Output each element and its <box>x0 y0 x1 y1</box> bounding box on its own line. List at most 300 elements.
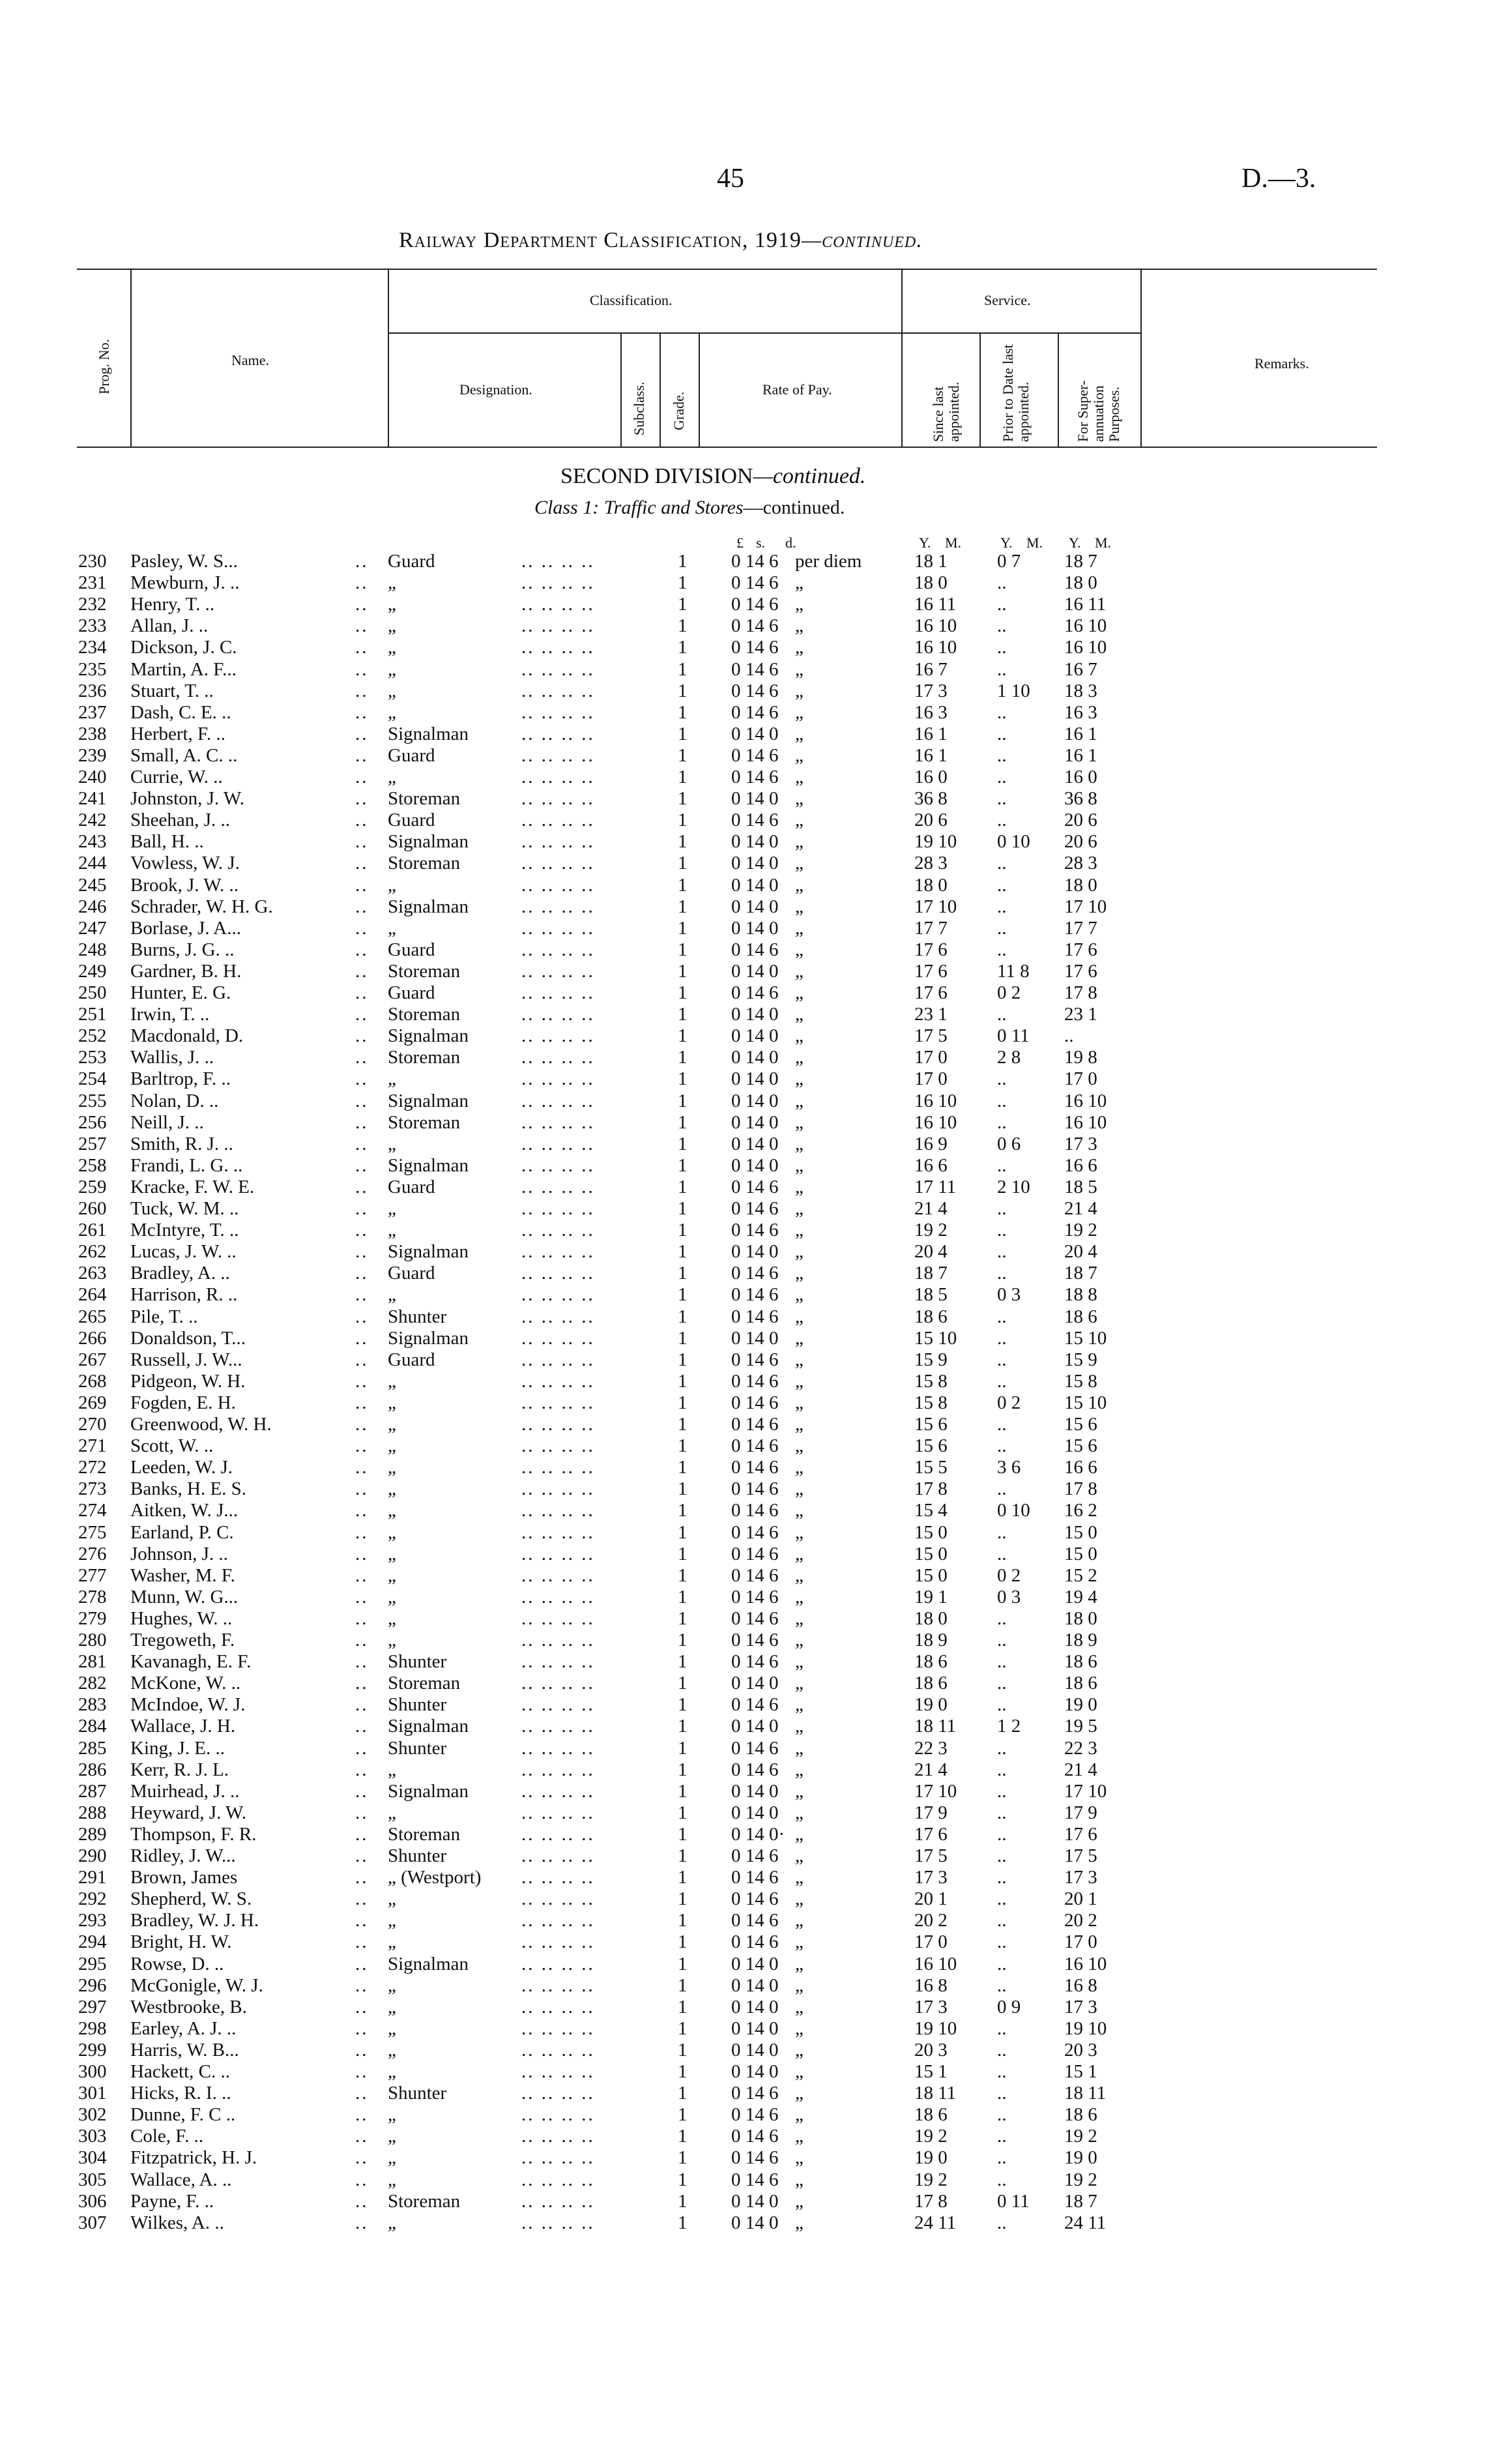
staff-name: Greenwood, W. H. <box>130 1414 272 1435</box>
staff-name: King, J. E. .. <box>130 1737 225 1759</box>
leader-dots: .. .. .. .. <box>521 723 595 744</box>
prior-to-date: .. <box>997 723 1007 744</box>
pay-unit: „ <box>795 1607 804 1629</box>
rate-of-pay: 0 14 6 <box>731 1543 779 1564</box>
superannuation-period: 16 1 <box>1064 723 1097 744</box>
rate-of-pay: 0 14 6 <box>731 1198 779 1219</box>
table-row <box>0 1068 1493 1090</box>
rate-of-pay: 0 14 6 <box>731 767 779 787</box>
superannuation-period: 15 6 <box>1064 1435 1097 1457</box>
leader-dots: .. <box>355 1154 369 1176</box>
prog-no: 249 <box>78 960 107 982</box>
pay-unit: „ <box>795 1047 804 1068</box>
leader-dots: .. <box>355 1867 369 1888</box>
superannuation-period: 19 5 <box>1064 1716 1097 1737</box>
pay-unit: „ <box>795 874 804 896</box>
prior-to-date: .. <box>997 701 1007 723</box>
designation: Guard <box>388 810 435 831</box>
subclass: 1 <box>678 1414 688 1435</box>
rate-of-pay: 0 14 0 <box>731 2039 779 2061</box>
staff-name: Pidgeon, W. H. <box>130 1370 246 1392</box>
leader-dots: .. <box>355 1090 369 1111</box>
leader-dots: .. .. .. .. <box>521 1111 595 1133</box>
prior-to-date: .. <box>997 2126 1007 2147</box>
rate-of-pay: 0 14 6 <box>731 1651 779 1673</box>
leader-dots: .. .. .. .. <box>521 1867 595 1888</box>
subclass: 1 <box>678 2169 688 2190</box>
staff-name: Tregoweth, F. <box>130 1630 235 1650</box>
since-last-appointed: 18 0 <box>914 1607 948 1629</box>
unit-super-y: Y. <box>1069 535 1081 551</box>
prog-no: 266 <box>78 1327 107 1349</box>
table-row <box>0 1824 1493 1845</box>
subclass: 1 <box>678 1435 688 1457</box>
designation: „ <box>388 1931 396 1953</box>
since-last-appointed: 18 7 <box>914 1263 948 1284</box>
leader-dots: .. <box>355 701 369 723</box>
pay-unit: „ <box>795 1521 804 1543</box>
header-top-rule <box>77 269 1377 270</box>
subclass: 1 <box>678 767 688 787</box>
pay-unit: „ <box>795 1370 804 1392</box>
rate-of-pay: 0 14 6 <box>731 1759 779 1780</box>
prior-to-date: 0 2 <box>997 1392 1021 1413</box>
pay-unit: „ <box>795 767 804 787</box>
subclass: 1 <box>678 2212 688 2233</box>
leader-dots: .. .. .. .. <box>521 1435 595 1457</box>
col-rule <box>1058 332 1059 447</box>
prog-no: 307 <box>78 2212 107 2233</box>
leader-dots: .. <box>355 896 369 917</box>
rate-of-pay: 0 14 0 <box>731 874 779 896</box>
leader-dots: .. .. .. .. <box>521 767 595 787</box>
prog-no: 242 <box>78 810 107 831</box>
designation: „ <box>388 1457 396 1478</box>
col-rule <box>979 332 981 447</box>
subclass: 1 <box>678 1133 688 1154</box>
subclass: 1 <box>678 723 688 744</box>
table-row <box>0 745 1493 767</box>
superannuation-period: 17 6 <box>1064 960 1097 982</box>
leader-dots: .. .. .. .. <box>521 1543 595 1564</box>
leader-dots: .. <box>355 2083 369 2104</box>
prog-no: 247 <box>78 917 107 939</box>
pay-unit: „ <box>795 1392 804 1413</box>
table-row <box>0 1910 1493 1931</box>
leader-dots: .. .. .. .. <box>521 1327 595 1349</box>
rate-of-pay: 0 14 6 <box>731 1306 779 1327</box>
prog-no: 231 <box>78 572 107 594</box>
leader-dots: .. <box>355 788 369 810</box>
leader-dots: .. <box>355 2190 369 2212</box>
superannuation-period: 21 4 <box>1064 1198 1097 1219</box>
superannuation-period: 17 0 <box>1064 1931 1097 1953</box>
prior-to-date: .. <box>997 572 1007 594</box>
table-row <box>0 961 1493 982</box>
prog-no: 272 <box>78 1457 107 1478</box>
since-last-appointed: 16 10 <box>914 1953 957 1974</box>
leader-dots: .. <box>355 1068 369 1090</box>
superannuation-period: 19 8 <box>1064 1047 1097 1068</box>
since-last-appointed: 18 0 <box>914 874 948 896</box>
superannuation-period: 18 7 <box>1064 551 1097 572</box>
leader-dots: .. .. .. .. <box>521 788 595 810</box>
division-suffix: —continued. <box>753 464 866 488</box>
since-last-appointed: 17 6 <box>914 939 948 960</box>
since-last-appointed: 16 10 <box>914 637 957 658</box>
leader-dots: .. .. .. .. <box>521 810 595 831</box>
staff-name: Hunter, E. G. <box>130 982 231 1003</box>
staff-name: Barltrop, F. .. <box>130 1068 231 1090</box>
superannuation-period: 22 3 <box>1064 1737 1097 1759</box>
leader-dots: .. .. .. .. <box>521 1349 595 1370</box>
prog-no: 290 <box>78 1845 107 1866</box>
superannuation-period: 21 4 <box>1064 1759 1097 1780</box>
table-row <box>0 896 1493 918</box>
prior-to-date: .. <box>997 1306 1007 1327</box>
leader-dots: .. .. .. .. <box>521 744 595 766</box>
rate-of-pay: 0 14 6 <box>731 982 779 1003</box>
staff-name: Fitzpatrick, H. J. <box>130 2147 257 2169</box>
rate-of-pay: 0 14 6 <box>731 810 779 831</box>
subclass: 1 <box>678 1306 688 1327</box>
subclass: 1 <box>678 2017 688 2039</box>
leader-dots: .. .. .. .. <box>521 2212 595 2233</box>
superannuation-period: 18 6 <box>1064 1651 1097 1673</box>
superannuation-period: 17 3 <box>1064 1996 1097 2017</box>
prior-to-date: .. <box>997 1090 1007 1111</box>
leader-dots: .. <box>355 744 369 766</box>
staff-name: Rowse, D. .. <box>130 1953 224 1974</box>
header-name: Name. <box>231 352 270 368</box>
leader-dots: .. .. .. .. <box>521 1845 595 1866</box>
since-last-appointed: 17 5 <box>914 1025 948 1047</box>
since-last-appointed: 17 6 <box>914 1823 948 1845</box>
since-last-appointed: 15 9 <box>914 1349 948 1370</box>
designation: „ <box>388 1220 396 1241</box>
leader-dots: .. .. .. .. <box>521 1759 595 1780</box>
prog-no: 250 <box>78 982 107 1003</box>
rate-of-pay: 0 14 0 <box>731 1241 779 1263</box>
prior-to-date: .. <box>997 1154 1007 1176</box>
staff-name: Brown, James <box>130 1867 238 1888</box>
prog-no: 278 <box>78 1586 107 1607</box>
designation: „ <box>388 2017 396 2039</box>
designation: Shunter <box>388 1737 447 1759</box>
staff-name: Bradley, A. .. <box>130 1263 230 1284</box>
staff-name: Burns, J. G. .. <box>130 939 235 960</box>
staff-name: Small, A. C. .. <box>130 744 238 766</box>
table-row <box>0 939 1493 961</box>
rate-of-pay: 0 14 0 <box>731 1327 779 1349</box>
superannuation-period: 19 0 <box>1064 1694 1097 1716</box>
since-last-appointed: 21 4 <box>914 1759 948 1780</box>
leader-dots: .. <box>355 723 369 744</box>
superannuation-period: 19 10 <box>1064 2017 1107 2039</box>
rate-of-pay: 0 14 6 <box>731 701 779 723</box>
subclass: 1 <box>678 594 688 615</box>
superannuation-period: 16 6 <box>1064 1457 1097 1478</box>
rate-of-pay: 0 14 6 <box>731 658 779 680</box>
table-row <box>0 1306 1493 1328</box>
subclass: 1 <box>678 1220 688 1241</box>
pay-unit: „ <box>795 1802 804 1823</box>
designation: Guard <box>388 551 435 572</box>
pay-unit: „ <box>795 1996 804 2017</box>
pay-unit: „ <box>795 2017 804 2039</box>
superannuation-period: 15 0 <box>1064 1543 1097 1564</box>
designation: Storeman <box>388 1111 461 1133</box>
subclass: 1 <box>678 1004 688 1025</box>
prog-no: 283 <box>78 1694 107 1716</box>
leader-dots: .. .. .. .. <box>521 1888 595 1910</box>
leader-dots: .. .. .. .. <box>521 551 595 572</box>
since-last-appointed: 18 9 <box>914 1630 948 1650</box>
superannuation-period: 28 3 <box>1064 853 1097 874</box>
staff-name: Currie, W. .. <box>130 767 223 787</box>
pay-unit: „ <box>795 1974 804 1996</box>
rate-of-pay: 0 14 6 <box>731 1176 779 1197</box>
leader-dots: .. .. .. .. <box>521 2061 595 2082</box>
since-last-appointed: 17 0 <box>914 1047 948 1068</box>
table-row <box>0 1608 1493 1630</box>
subclass: 1 <box>678 2126 688 2147</box>
pay-unit: „ <box>795 831 804 853</box>
leader-dots: .. <box>355 1759 369 1780</box>
pay-unit: „ <box>795 2083 804 2104</box>
since-last-appointed: 18 0 <box>914 572 948 594</box>
designation: „ <box>388 1888 396 1910</box>
prog-no: 303 <box>78 2126 107 2147</box>
table-row <box>0 1112 1493 1134</box>
staff-name: Bradley, W. J. H. <box>130 1910 259 1931</box>
leader-dots: .. .. .. .. <box>521 615 595 637</box>
subclass: 1 <box>678 1673 688 1694</box>
since-last-appointed: 16 7 <box>914 658 948 680</box>
prior-to-date: .. <box>997 2212 1007 2233</box>
subclass: 1 <box>678 1111 688 1133</box>
subclass: 1 <box>678 831 688 853</box>
prog-no: 248 <box>78 939 107 960</box>
subclass: 1 <box>678 637 688 658</box>
since-last-appointed: 16 9 <box>914 1133 948 1154</box>
table-row <box>0 1478 1493 1500</box>
header-grade: Grade. <box>671 391 687 430</box>
prior-to-date: 0 9 <box>997 1996 1021 2017</box>
pay-unit: „ <box>795 2190 804 2212</box>
superannuation-period: 18 6 <box>1064 1306 1097 1327</box>
leader-dots: .. <box>355 1543 369 1564</box>
designation: Signalman <box>388 1241 469 1263</box>
superannuation-period: 15 9 <box>1064 1349 1097 1370</box>
leader-dots: .. <box>355 1435 369 1457</box>
since-last-appointed: 17 8 <box>914 1478 948 1500</box>
since-last-appointed: 16 10 <box>914 1090 957 1111</box>
rate-of-pay: 0 14 0 <box>731 853 779 874</box>
subclass: 1 <box>678 939 688 960</box>
leader-dots: .. <box>355 960 369 982</box>
rate-of-pay: 0 14 6 <box>731 615 779 637</box>
pay-unit: „ <box>795 1414 804 1435</box>
prog-no: 230 <box>78 551 107 572</box>
pay-unit: „ <box>795 2061 804 2082</box>
leader-dots: .. <box>355 2126 369 2147</box>
superannuation-period: 16 11 <box>1064 594 1107 615</box>
since-last-appointed: 19 2 <box>914 2126 948 2147</box>
pay-unit: „ <box>795 1263 804 1284</box>
prog-no: 257 <box>78 1133 107 1154</box>
pay-unit: „ <box>795 615 804 637</box>
leader-dots: .. <box>355 1370 369 1392</box>
subclass: 1 <box>678 874 688 896</box>
rate-of-pay: 0 14 6 <box>731 1910 779 1931</box>
designation: Signalman <box>388 1780 469 1802</box>
since-last-appointed: 36 8 <box>914 788 948 810</box>
leader-dots: .. .. .. .. <box>521 594 595 615</box>
leader-dots: .. .. .. .. <box>521 1025 595 1047</box>
since-last-appointed: 18 1 <box>914 551 948 572</box>
staff-name: Dunne, F. C .. <box>130 2104 236 2126</box>
superannuation-period: 15 8 <box>1064 1370 1097 1392</box>
leader-dots: .. .. .. .. <box>521 658 595 680</box>
pay-unit: „ <box>795 1327 804 1349</box>
pay-unit: „ <box>795 810 804 831</box>
prior-to-date: .. <box>997 939 1007 960</box>
subclass: 1 <box>678 2147 688 2169</box>
leader-dots: .. <box>355 1111 369 1133</box>
leader-dots: .. <box>355 874 369 896</box>
leader-dots: .. <box>355 1241 369 1263</box>
staff-name: Shepherd, W. S. <box>130 1888 252 1910</box>
prior-to-date: .. <box>997 1694 1007 1716</box>
table-row <box>0 1565 1493 1587</box>
running-title-suffix: —continued. <box>801 228 923 252</box>
leader-dots: .. .. .. .. <box>521 1974 595 1996</box>
superannuation-period: 17 6 <box>1064 1823 1097 1845</box>
prog-no: 279 <box>78 1607 107 1629</box>
prior-to-date: .. <box>997 658 1007 680</box>
prog-no: 253 <box>78 1047 107 1068</box>
rate-of-pay: 0 14 6 <box>731 551 779 572</box>
since-last-appointed: 15 0 <box>914 1521 948 1543</box>
rate-of-pay: 0 14 0 <box>731 1953 779 1974</box>
table-row <box>0 1802 1493 1824</box>
prog-no: 295 <box>78 1953 107 1974</box>
pay-unit: „ <box>795 1823 804 1845</box>
subclass: 1 <box>678 1154 688 1176</box>
rate-of-pay: 0 14 0 <box>731 960 779 982</box>
designation: „ <box>388 680 396 701</box>
class-italic: Traffic and Stores <box>603 497 744 518</box>
leader-dots: .. .. .. .. <box>521 1673 595 1694</box>
table-row <box>0 1997 1493 2018</box>
leader-dots: .. <box>355 1004 369 1025</box>
table-row <box>0 1198 1493 1220</box>
superannuation-period: 17 6 <box>1064 939 1097 960</box>
prior-to-date: .. <box>997 1220 1007 1241</box>
running-title <box>399 228 923 253</box>
since-last-appointed: 16 8 <box>914 1974 948 1996</box>
prog-no: 294 <box>78 1931 107 1953</box>
pay-unit: „ <box>795 917 804 939</box>
subclass: 1 <box>678 1370 688 1392</box>
prior-to-date: .. <box>997 2083 1007 2104</box>
staff-name: Smith, R. J. .. <box>130 1133 233 1154</box>
subclass: 1 <box>678 2190 688 2212</box>
rate-of-pay: 0 14 6 <box>731 1457 779 1478</box>
subclass: 1 <box>678 701 688 723</box>
pay-unit: „ <box>795 594 804 615</box>
subclass: 1 <box>678 1867 688 1888</box>
rate-of-pay: 0 14 6 <box>731 744 779 766</box>
designation: „ <box>388 1630 396 1650</box>
prior-to-date: .. <box>997 1241 1007 1263</box>
prior-to-date: .. <box>997 2169 1007 2190</box>
pay-unit: „ <box>795 2039 804 2061</box>
table-row <box>0 1781 1493 1802</box>
leader-dots: .. <box>355 831 369 853</box>
superannuation-period: 20 4 <box>1064 1241 1097 1263</box>
unit-prior-m: M. <box>1026 535 1043 551</box>
designation: Storeman <box>388 2190 461 2212</box>
designation: Storeman <box>388 1004 461 1025</box>
rate-of-pay: 0 14 6 <box>731 2126 779 2147</box>
subclass: 1 <box>678 853 688 874</box>
prog-no: 292 <box>78 1888 107 1910</box>
designation: „ <box>388 2104 396 2126</box>
designation: „ <box>388 615 396 637</box>
rate-of-pay: 0 14 6 <box>731 637 779 658</box>
header-since-last: Since last appointed. <box>930 381 962 442</box>
superannuation-period: 16 10 <box>1064 1953 1107 1974</box>
rate-of-pay: 0 14 0· <box>731 1823 785 1845</box>
superannuation-period: 17 8 <box>1064 982 1097 1003</box>
prog-no: 246 <box>78 896 107 917</box>
leader-dots: .. <box>355 637 369 658</box>
superannuation-period: 16 7 <box>1064 658 1097 680</box>
since-last-appointed: 15 1 <box>914 2061 948 2082</box>
designation: Storeman <box>388 1673 461 1694</box>
rate-of-pay: 0 14 6 <box>731 939 779 960</box>
leader-dots: .. <box>355 551 369 572</box>
unit-pence: d. <box>785 535 796 551</box>
leader-dots: .. <box>355 1630 369 1650</box>
subclass: 1 <box>678 572 688 594</box>
leader-dots: .. .. .. .. <box>521 1630 595 1650</box>
rate-of-pay: 0 14 6 <box>731 1349 779 1370</box>
prior-to-date: .. <box>997 2104 1007 2126</box>
prog-no: 259 <box>78 1176 107 1197</box>
staff-name: Wallace, A. .. <box>130 2169 232 2190</box>
pay-unit: „ <box>795 1716 804 1737</box>
leader-dots: .. .. .. .. <box>521 1176 595 1197</box>
header-rate-of-pay: Rate of Pay. <box>762 381 832 398</box>
table-row <box>0 551 1493 572</box>
prior-to-date: 3 6 <box>997 1457 1021 1478</box>
since-last-appointed: 17 8 <box>914 2190 948 2212</box>
leader-dots: .. .. .. .. <box>521 960 595 982</box>
subclass: 1 <box>678 1564 688 1586</box>
subclass: 1 <box>678 1068 688 1090</box>
prior-to-date: .. <box>997 1845 1007 1866</box>
staff-name: Lucas, J. W. .. <box>130 1241 237 1263</box>
since-last-appointed: 15 0 <box>914 1564 948 1586</box>
rate-of-pay: 0 14 0 <box>731 831 779 853</box>
subclass: 1 <box>678 1543 688 1564</box>
staff-name: Schrader, W. H. G. <box>130 896 273 917</box>
designation: Signalman <box>388 1716 469 1737</box>
staff-name: Wallis, J. .. <box>130 1047 214 1068</box>
